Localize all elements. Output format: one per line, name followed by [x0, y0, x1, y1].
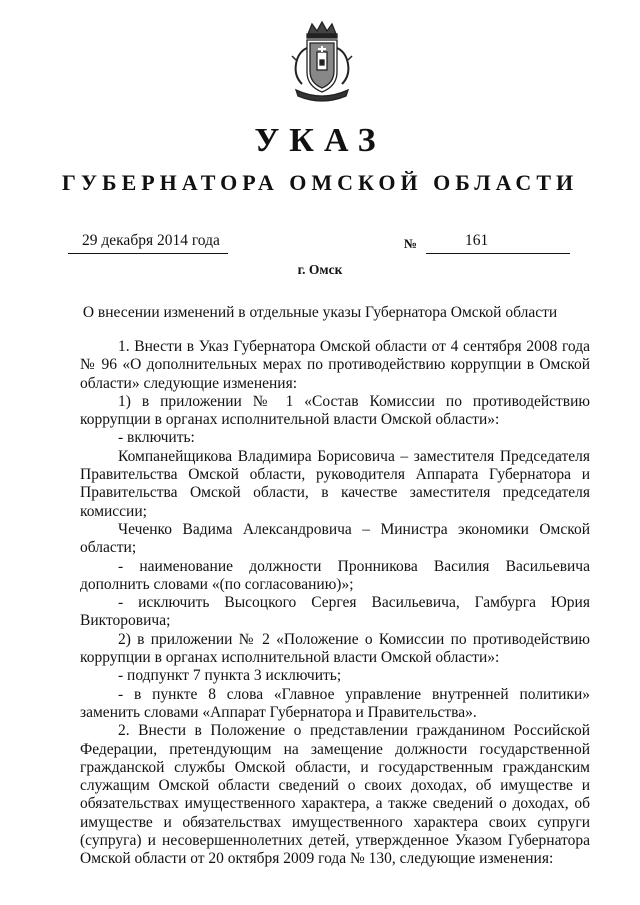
document-number: 161: [465, 232, 489, 249]
paragraph: 2. Внести в Положение о представлении гражданином Российской Федерации, претендующим на замещение должности государственной гражданской службы Омской области, и государственным гражданским служащим Омской области сведений о своих доходах, об имуществе и обязательствах имущественного характера, а также сведений о доходах, об имуществе и обязательствах имущественного характера своих супруги (супруга) и несовершеннолетних детей, утвержденное Указом Губернатора Омской области от 20 октября 2009 года № 130, следующие изменения:: [80, 722, 590, 868]
paragraph: Чеченко Вадима Александровича – Министра экономики Омской области;: [80, 520, 590, 557]
document-date: 29 декабря 2014 года: [82, 232, 220, 249]
date-underline: [68, 253, 228, 254]
number-label: №: [404, 236, 418, 251]
paragraph: 2) в приложении № 2 «Положение о Комиссии по противодействию коррупции в органах исполнительной власти Омской области»:: [80, 630, 590, 667]
paragraph: - наименование должности Пронникова Василия Васильевича дополнить словами «(по согласованию)»;: [80, 557, 590, 593]
paragraph: 1. Внести в Указ Губернатора Омской области от 4 сентября 2008 года № 96 «О дополнительных мерах по противодействию коррупции в Омской области» следующие изменения:: [80, 338, 590, 392]
paragraph: - включить:: [118, 429, 195, 447]
number-underline: [426, 253, 570, 254]
paragraph: - в пункте 8 слова «Главное управление внутренней политики» заменить словами «Аппарат Губернатора и Правительства».: [80, 685, 590, 721]
paragraph: - исключить Высоцкого Сергея Васильевича, Гамбурга Юрия Викторовича;: [80, 594, 590, 630]
document-issuer: ГУБЕРНАТОРА ОМСКОЙ ОБЛАСТИ: [61, 170, 579, 195]
document-body: [80, 338, 590, 869]
document-title: УКАЗ: [254, 122, 386, 159]
document-city: г. Омск: [297, 262, 343, 277]
coat-of-arms-emblem: [290, 20, 354, 102]
document-subject: О внесении изменений в отдельные указы Губернатора Омской области: [82, 304, 558, 321]
paragraph: 1) в приложении № 1 «Состав Комиссии по противодействию коррупции в органах исполнительной власти Омской области»:: [80, 392, 590, 429]
paragraph: Компанейщикова Владимира Борисовича – заместителя Председателя Правительства Омской области, руководителя Аппарата Губернатора и Правительства Омской области, в качестве заместителя председателя комиссии;: [80, 447, 590, 520]
paragraph: - подпункт 7 пункта 3 исключить;: [118, 667, 342, 685]
